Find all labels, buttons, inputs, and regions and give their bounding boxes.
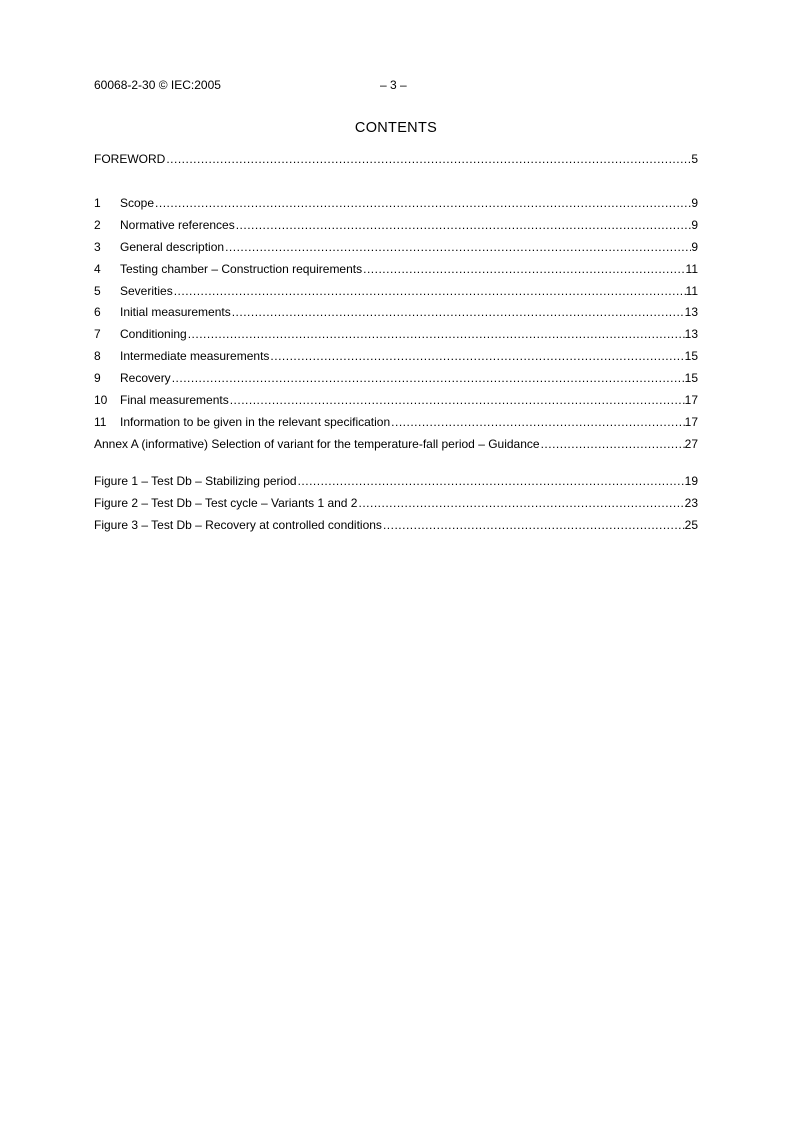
toc-entry[interactable]: 10 Final measurements ..... 17	[94, 393, 698, 409]
toc-entry-figure[interactable]: Figure 1 – Test Db – Stabilizing period ..... 19	[94, 474, 698, 490]
toc-entry[interactable]: 6 Initial measurements ..... 13	[94, 305, 698, 321]
toc-entry[interactable]: 3 General description ..... 9	[94, 240, 698, 256]
toc-entry-figure[interactable]: Figure 2 – Test Db – Test cycle – Variants 1 and 2 ..... 23	[94, 496, 698, 512]
toc-entry[interactable]: 7 Conditioning ..... 13	[94, 327, 698, 343]
toc-entry[interactable]: 2 Normative references ..... 9	[94, 218, 698, 234]
toc-entry[interactable]: 5 Severities ..... 11	[94, 284, 698, 300]
toc-entry-foreword[interactable]: FOREWORD ..... 5	[94, 152, 698, 168]
page-number: – 3 –	[380, 78, 407, 92]
document-id: 60068-2-30 © IEC:2005	[94, 78, 221, 92]
contents-title: CONTENTS	[354, 120, 438, 136]
toc-entry[interactable]: 11 Information to be given in the relevant specification ..... 17	[94, 415, 698, 431]
toc-entry[interactable]: 4 Testing chamber – Construction requirements ..... 11	[94, 262, 698, 278]
toc-entry[interactable]: 1 Scope ..... 9	[94, 196, 698, 212]
toc-entry[interactable]: 9 Recovery ..... 15	[94, 371, 698, 387]
page-header	[94, 78, 698, 94]
toc-entry[interactable]: 8 Intermediate measurements ..... 15	[94, 349, 698, 365]
toc-entry-annex-a[interactable]: Annex A (informative) Selection of variant for the temperature-fall period – Guidance ..... 27	[94, 437, 698, 453]
toc-entry-figure[interactable]: Figure 3 – Test Db – Recovery at controlled conditions ..... 25	[94, 518, 698, 534]
